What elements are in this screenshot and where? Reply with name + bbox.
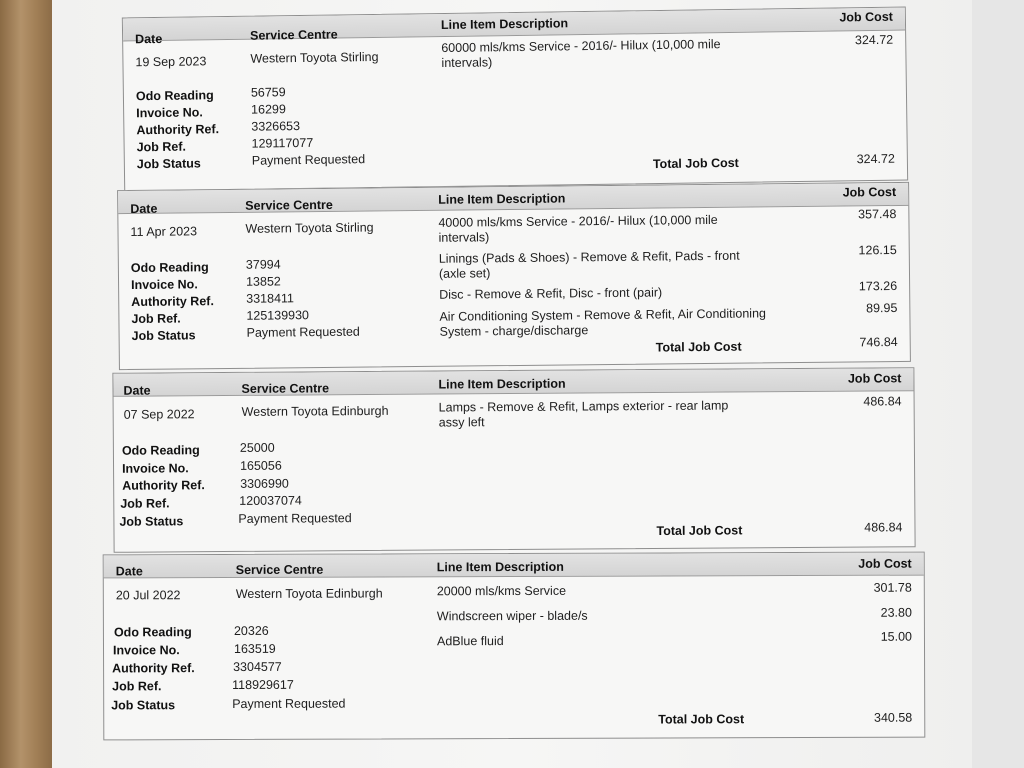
job-date: 19 Sep 2023 [135,54,207,70]
invoice-value: 16299 [251,102,286,117]
label-job-ref: Job Ref. [131,311,181,327]
authority-value: 3306990 [240,476,289,491]
header-job-cost: Job Cost [858,556,912,571]
authority-value: 3326653 [251,119,301,134]
header-line-item: Line Item Description [440,16,569,33]
service-centre: Western Toyota Stirling [245,220,374,236]
header-line-item: Line Item Description [438,376,566,392]
label-total: Total Job Cost [658,712,745,727]
line-item-cost: 486.84 [863,394,902,409]
odo-value: 20326 [233,623,269,638]
job-date: 20 Jul 2022 [115,588,181,603]
total-value: 340.58 [873,710,913,725]
header-service-centre: Service Centre [245,197,333,213]
odo-value: 25000 [239,440,275,455]
line-item-desc: Windscreen wiper - blade/s [436,608,588,624]
label-job-status: Job Status [136,156,201,172]
invoice-value: 13852 [245,274,281,289]
label-total: Total Job Cost [652,155,739,172]
header-date: Date [123,383,151,398]
header-date: Date [115,564,143,579]
label-authority: Authority Ref. [122,478,205,493]
job-card-1 [122,7,908,192]
authority-value: 3318411 [246,291,295,306]
label-job-ref: Job Ref. [136,139,187,155]
line-item-desc: 60000 mls/kms Service - 2016/- Hilux (10,000 mile intervals) [441,37,721,71]
label-odo: Odo Reading [130,260,209,276]
header-service-centre: Service Centre [235,562,324,577]
total-value: 324.72 [856,151,895,167]
label-total: Total Job Cost [656,523,743,539]
line-item-desc: Lamps - Remove & Refit, Lamps exterior - rear lamp assy left [438,398,729,430]
label-job-status: Job Status [111,698,176,713]
job-ref-value: 118929617 [232,677,294,692]
line-item-desc: Disc - Remove & Refit, Disc - front (pair) [439,285,663,302]
job-date: 07 Sep 2022 [123,407,195,422]
label-job-ref: Job Ref. [112,679,162,694]
line-item-cost: 357.48 [858,206,897,222]
line-item-cost: 324.72 [854,32,894,48]
header-line-item: Line Item Description [436,559,564,575]
label-authority: Authority Ref. [136,122,220,138]
odo-value: 56759 [250,85,286,100]
line-item-desc: 40000 mls/kms Service - 2016/- Hilux (10,000 mile intervals) [438,212,718,245]
label-job-status: Job Status [119,514,184,529]
service-centre: Western Toyota Edinburgh [241,403,389,419]
line-item-cost: 173.26 [858,278,898,294]
job-status-value: Payment Requested [238,511,352,526]
odo-value: 37994 [245,257,281,272]
line-item-desc: Air Conditioning System - Remove & Refit, Air Conditioning System - charge/discharge [439,306,767,339]
invoice-value: 165056 [239,458,282,473]
job-status-value: Payment Requested [232,696,346,711]
header-service-centre: Service Centre [249,27,338,43]
label-odo: Odo Reading [113,625,192,640]
label-job-status: Job Status [131,328,196,344]
line-item-cost: 89.95 [866,300,898,316]
total-value: 486.84 [864,520,903,535]
label-authority: Authority Ref. [131,294,214,310]
background-edge [972,0,1024,768]
label-invoice: Invoice No. [131,277,198,293]
label-total: Total Job Cost [655,339,742,355]
line-item-cost: 126.15 [858,242,897,258]
header-service-centre: Service Centre [241,381,330,396]
job-card-4 [103,552,926,741]
header-line-item: Line Item Description [438,191,566,207]
job-status-value: Payment Requested [251,152,366,168]
header-job-cost: Job Cost [847,371,902,386]
invoice-value: 163519 [233,641,276,656]
job-ref-value: 129117077 [251,135,314,151]
line-item-desc: AdBlue fluid [436,634,504,649]
wood-surface [0,0,52,768]
authority-value: 3304577 [233,659,282,674]
job-date: 11 Apr 2023 [130,224,198,240]
header-job-cost: Job Cost [839,9,893,25]
line-item-cost: 301.78 [873,580,912,595]
label-authority: Authority Ref. [112,661,195,676]
label-job-ref: Job Ref. [120,496,170,511]
job-ref-value: 120037074 [239,493,302,508]
label-invoice: Invoice No. [112,643,180,658]
label-odo: Odo Reading [135,88,214,104]
job-card-2 [117,182,911,370]
header-date: Date [130,201,158,217]
line-item-desc: Linings (Pads & Shoes) - Remove & Refit, Pads - front (axle set) [438,248,740,281]
job-ref-value: 125139930 [246,308,310,323]
label-invoice: Invoice No. [122,461,189,476]
label-odo: Odo Reading [121,443,200,458]
service-centre: Western Toyota Stirling [250,49,379,66]
job-card-3 [112,367,915,553]
label-invoice: Invoice No. [136,105,203,121]
service-centre: Western Toyota Edinburgh [235,586,383,601]
line-item-cost: 23.80 [880,605,912,620]
line-item-desc: 20000 mls/kms Service [436,583,567,599]
total-value: 746.84 [859,334,898,350]
header-date: Date [135,31,163,47]
header-job-cost: Job Cost [842,184,897,200]
job-status-value: Payment Requested [246,324,360,340]
line-item-cost: 15.00 [880,629,912,644]
